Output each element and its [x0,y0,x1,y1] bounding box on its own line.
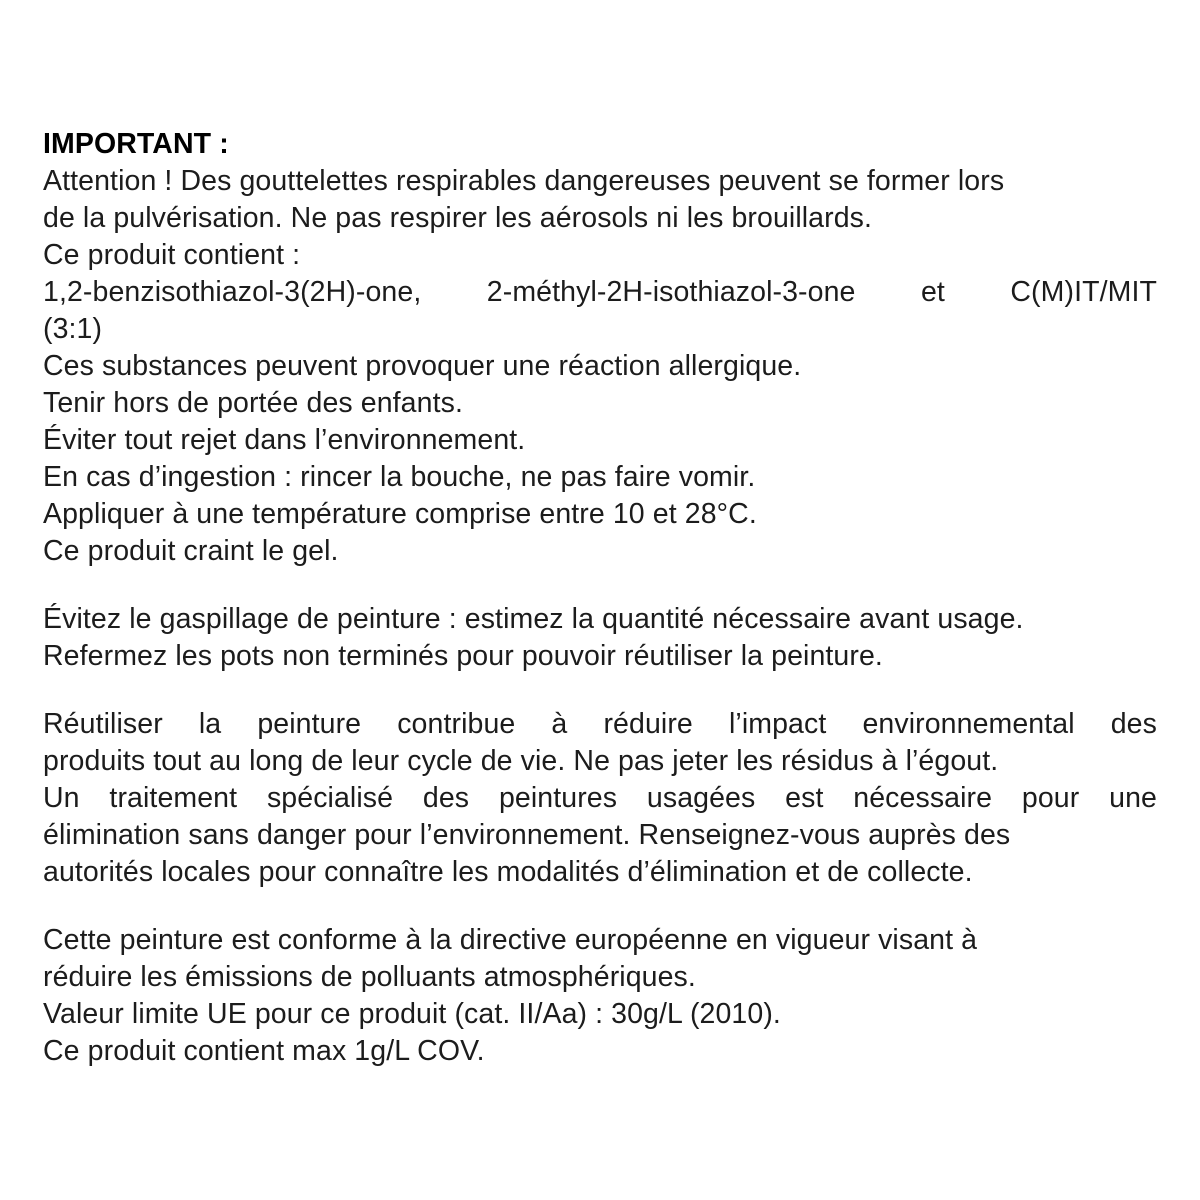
document-page [43,126,1157,1070]
paragraph [43,922,1157,1070]
text-line: En cas d’ingestion : rincer la bouche, ne pas faire vomir. [43,461,756,493]
text-line: Refermez les pots non terminés pour pouvoir réutiliser la peinture. [43,640,883,672]
text-line: 1,2-benzisothiazol-3(2H)-one, 2-méthyl-2H-isothiazol-3-one et C(M)IT/MIT [43,276,1157,308]
text-line: Réutiliser la peinture contribue à réduire l’impact environnemental des [43,708,1157,740]
text-line: de la pulvérisation. Ne pas respirer les aérosols ni les brouillards. [43,202,873,234]
text-line: Cette peinture est conforme à la directive européenne en vigueur visant à [43,924,978,956]
text-line: (3:1) [43,313,103,345]
text-line: Ce produit contient : [43,239,301,271]
text-line: élimination sans danger pour l’environnement. Renseignez-vous auprès des [43,819,1011,851]
text-line: Un traitement spécialisé des peintures usagées est nécessaire pour une [43,782,1157,814]
text-line: Ce produit contient max 1g/L COV. [43,1035,485,1067]
text-line: Ce produit craint le gel. [43,535,339,567]
text-line: autorités locales pour connaître les modalités d’élimination et de collecte. [43,856,973,888]
text-line: Valeur limite UE pour ce produit (cat. II/Aa) : 30g/L (2010). [43,998,781,1030]
text-line: Évitez le gaspillage de peinture : estimez la quantité nécessaire avant usage. [43,603,1024,635]
text-line: Attention ! Des gouttelettes respirables dangereuses peuvent se former lors [43,165,1005,197]
paragraph [43,163,1157,570]
heading-block [43,126,1157,163]
text-line: Tenir hors de portée des enfants. [43,387,463,419]
paragraphs-root [43,163,1157,1070]
paragraph [43,706,1157,891]
text-line: réduire les émissions de polluants atmosphériques. [43,961,696,993]
text-line: produits tout au long de leur cycle de vie. Ne pas jeter les résidus à l’égout. [43,745,999,777]
text-line: Appliquer à une température comprise entre 10 et 28°C. [43,498,757,530]
paragraph [43,601,1157,675]
text-line: Éviter tout rejet dans l’environnement. [43,424,526,456]
important-heading: IMPORTANT : [43,128,229,160]
text-line: Ces substances peuvent provoquer une réaction allergique. [43,350,802,382]
